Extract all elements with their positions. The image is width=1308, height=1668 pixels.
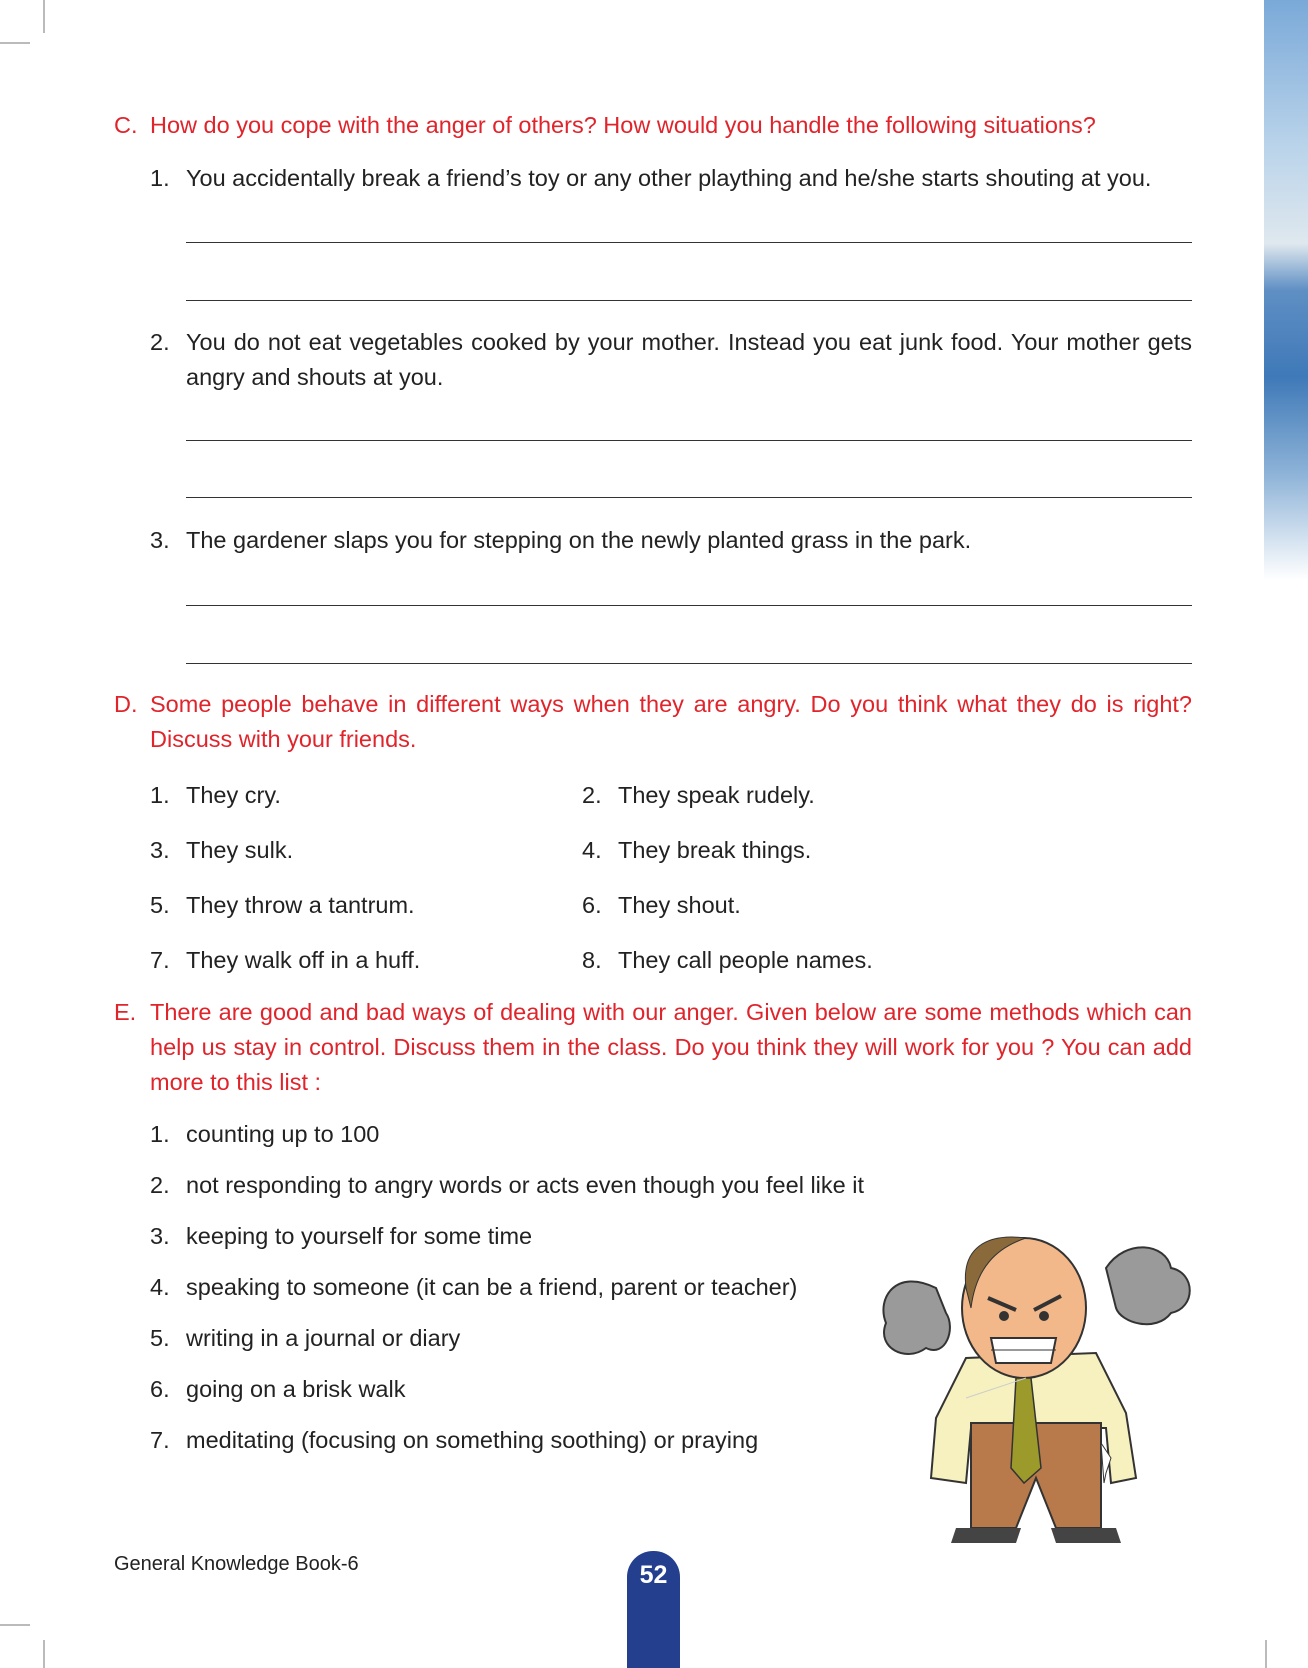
answer-line[interactable] (186, 663, 1192, 664)
item-number: 6. (582, 892, 602, 918)
item-text: The gardener slaps you for stepping on the newly planted grass in the park. (186, 527, 972, 553)
answer-line[interactable] (186, 300, 1192, 301)
item-number: 4. (150, 1274, 170, 1300)
answer-line[interactable] (186, 605, 1192, 606)
item-number: 3. (150, 837, 170, 863)
item-number: 8. (582, 947, 602, 973)
crop-mark (1265, 1640, 1267, 1668)
item-text: They call people names. (618, 947, 873, 973)
crop-mark (43, 0, 45, 33)
item-number: 1. (150, 1121, 170, 1147)
answer-line[interactable] (186, 497, 1192, 498)
item-text: They throw a tantrum. (186, 892, 415, 918)
section-label: E. (114, 999, 137, 1025)
item-number: 7. (150, 947, 170, 973)
item-text: counting up to 100 (186, 1121, 380, 1147)
answer-line[interactable] (186, 440, 1192, 441)
sea-photo-strip (1264, 0, 1308, 580)
answer-line[interactable] (186, 242, 1192, 243)
item-text: They sulk. (186, 837, 294, 863)
item-number: 7. (150, 1427, 170, 1453)
item-number: 4. (582, 837, 602, 863)
item-number: 3. (150, 1223, 170, 1249)
item-text: They walk off in a huff. (186, 947, 421, 973)
item-number: 2. (150, 329, 170, 355)
crop-mark (0, 42, 30, 44)
item-number: 3. (150, 527, 170, 553)
item-text: speaking to someone (it can be a friend, parent or teacher) (186, 1274, 798, 1300)
book-title: General Knowledge Book-6 (114, 1553, 359, 1575)
item-text: meditating (focusing on something soothing) or praying (186, 1427, 759, 1453)
item-text: They cry. (186, 782, 281, 808)
item-text: They shout. (618, 892, 741, 918)
item-text: going on a brisk walk (186, 1376, 406, 1402)
section-label: D. (114, 691, 138, 717)
crop-mark (0, 1624, 30, 1626)
item-text: writing in a journal or diary (186, 1325, 461, 1351)
crop-mark (43, 1640, 45, 1668)
item-number: 2. (582, 782, 602, 808)
item-number: 6. (150, 1376, 170, 1402)
item-text: They break things. (618, 837, 812, 863)
question-text: How do you cope with the anger of others? How would you handle the following situations? (150, 112, 1096, 138)
item-text: You accidentally break a friend’s toy or any other plaything and he/she starts shouting at you. (186, 165, 1152, 191)
question-text: There are good and bad ways of dealing with our anger. Given below are some methods which can help us stay in control. Discuss them in the class. Do you think they will work for you ? You can add more to this list : (150, 999, 1192, 1095)
question-text: Some people behave in different ways when they are angry. Do you think what they do is right? Discuss with your friends. (150, 691, 1192, 752)
item-text: You do not eat vegetables cooked by your mother. Instead you eat junk food. Your mother gets angry and shouts at you. (186, 329, 1192, 390)
item-number: 1. (150, 165, 170, 191)
section-label: C. (114, 112, 138, 138)
item-number: 5. (150, 1325, 170, 1351)
item-number: 1. (150, 782, 170, 808)
item-text: They speak rudely. (618, 782, 815, 808)
angry-man-illustration (876, 1228, 1196, 1553)
item-text: keeping to yourself for some time (186, 1223, 533, 1249)
item-text: not responding to angry words or acts even though you feel like it (186, 1172, 864, 1198)
item-number: 5. (150, 892, 170, 918)
page-number-badge: 52 (627, 1551, 680, 1668)
item-number: 2. (150, 1172, 170, 1198)
